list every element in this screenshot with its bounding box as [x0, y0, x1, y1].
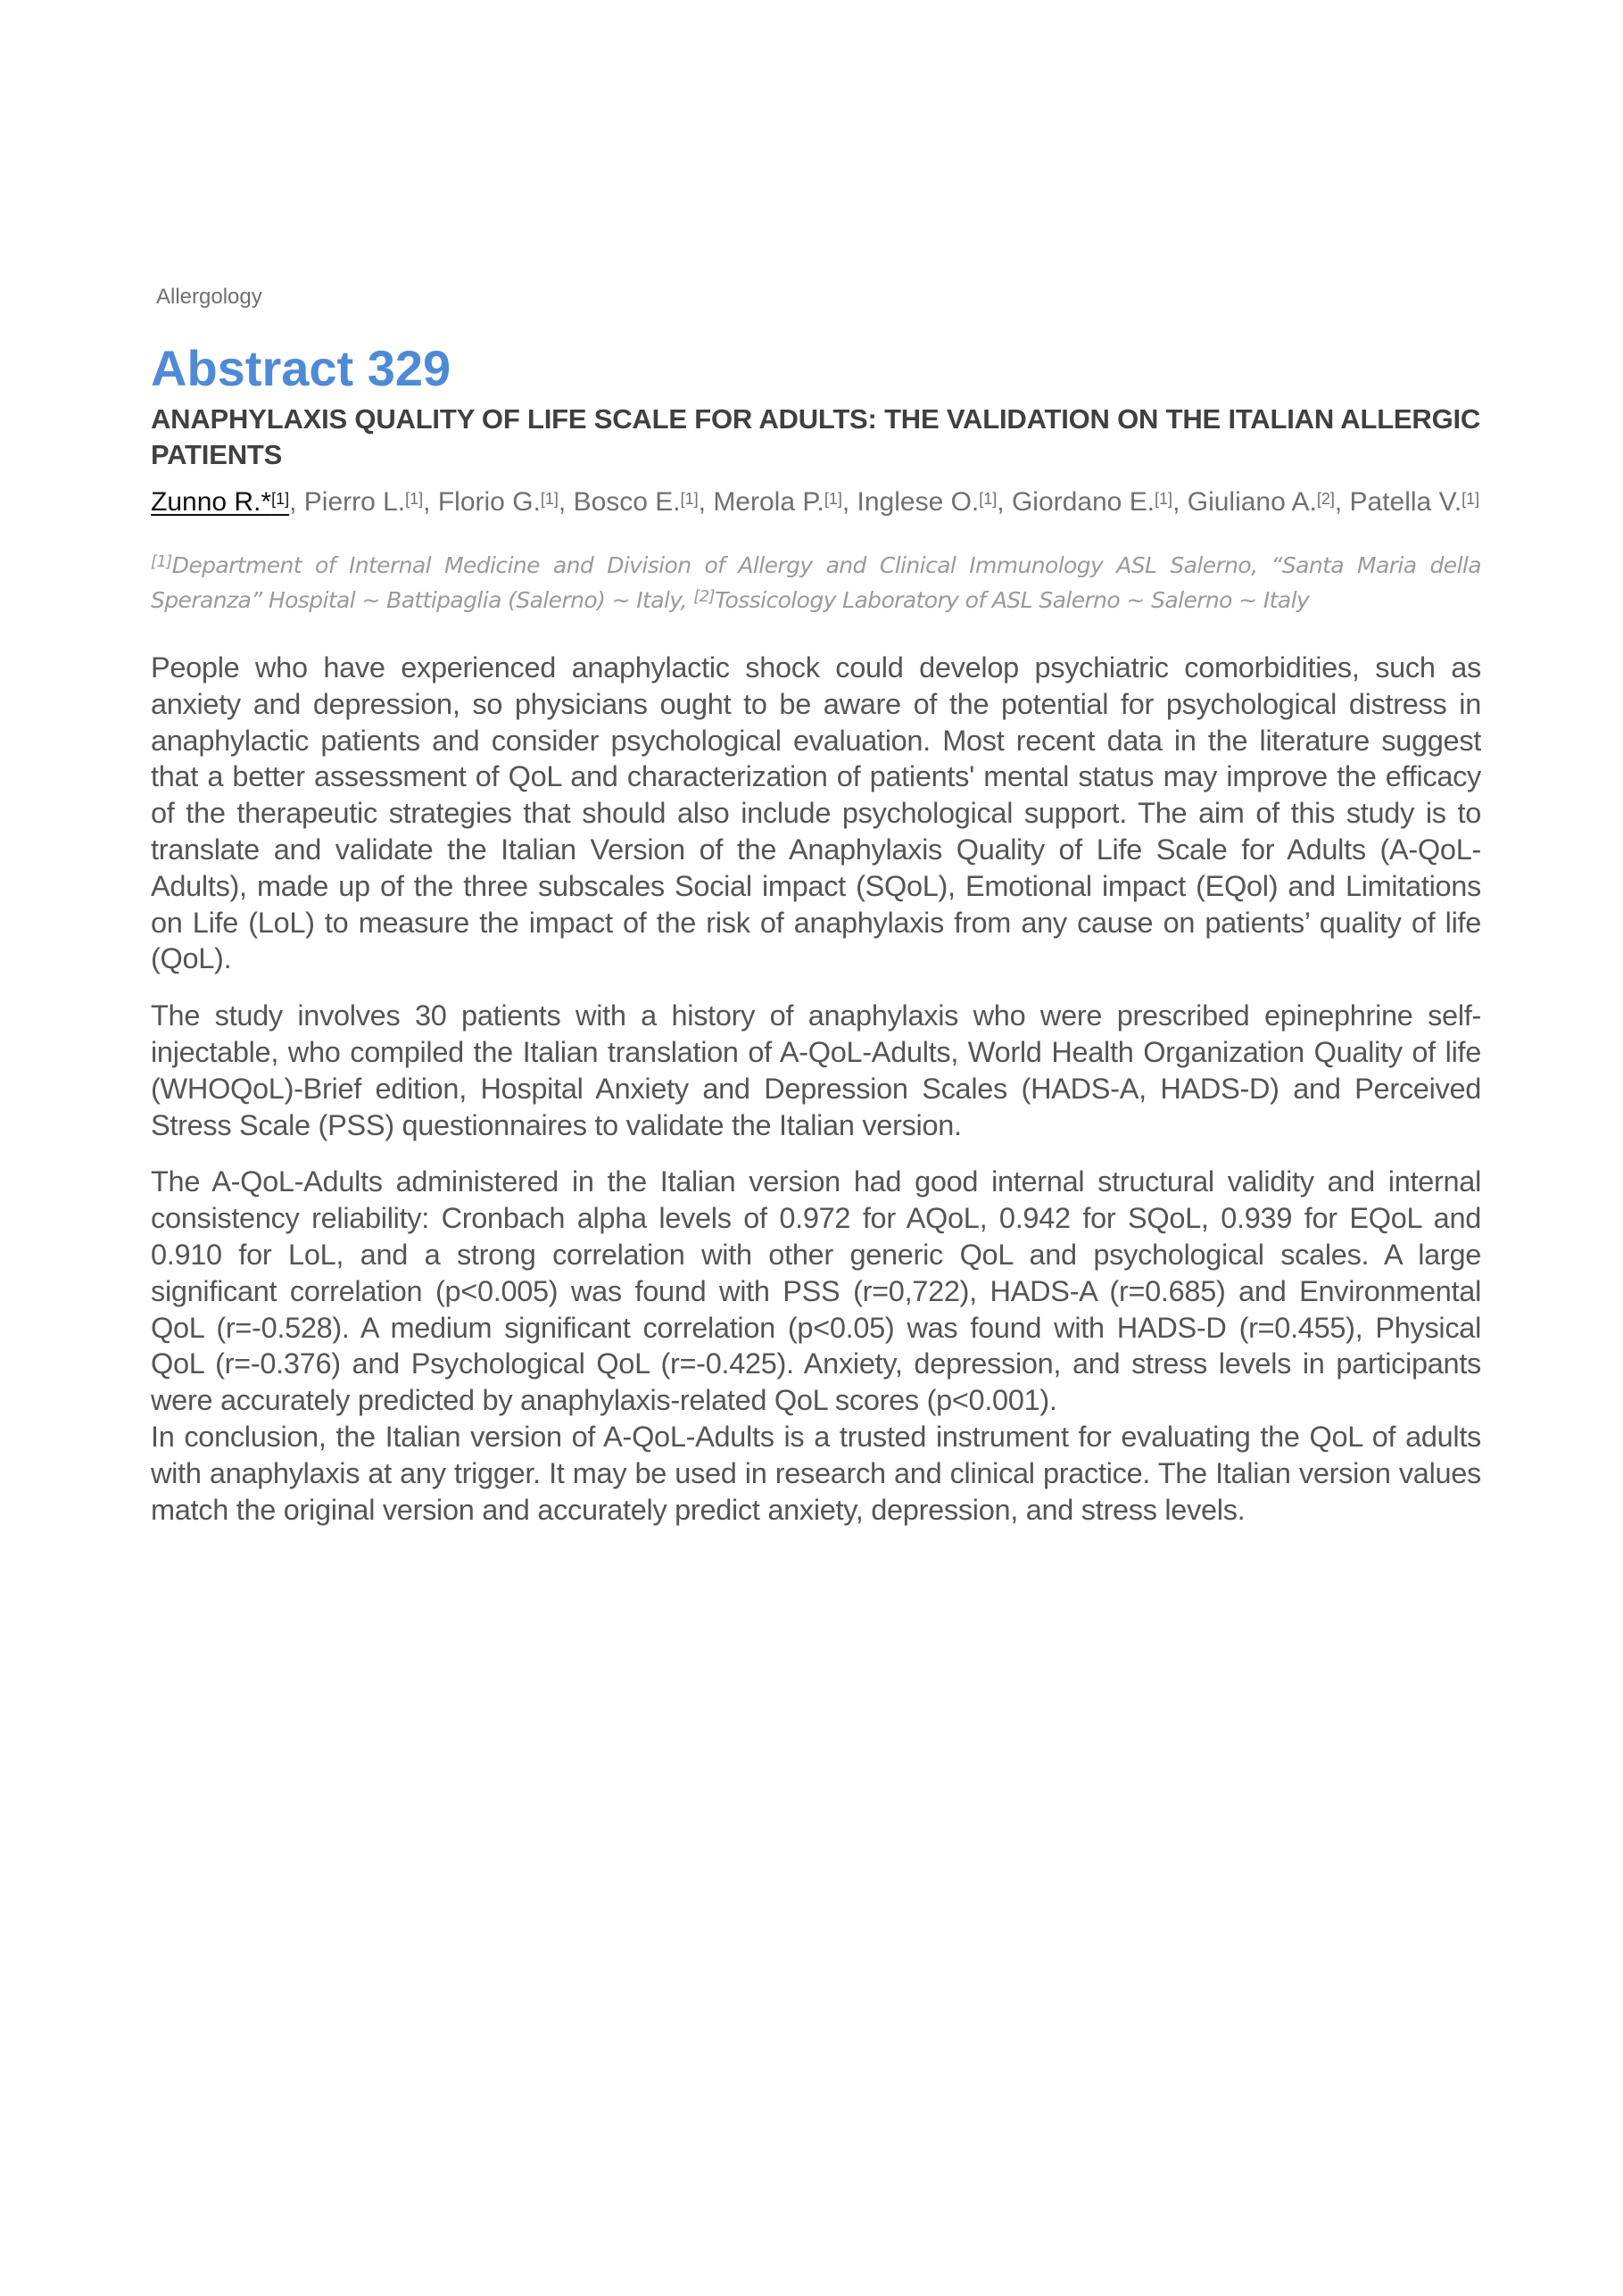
- author-affiliation-marker: [1]: [680, 490, 699, 508]
- author: [1012, 487, 1172, 517]
- author-name: Merola P.: [713, 487, 824, 517]
- paragraph-results: The A-QoL-Adults administered in the Italian version had good internal structural validity and internal consistency reliability: Cronbach alpha levels of 0.972 for AQoL, 0.942 for SQoL, 0.939 for EQoL and 0.910 for LoL, and a strong correlation with other generic QoL and psychological scales. A large significant correlation (p<0.005) was found with PSS (r=0,722), HADS-A (r=0.685) and Environmental QoL (r=-0.528). A medium significant correlation (p<0.05) was found with HADS-D (r=0.455), Physical QoL (r=-0.376) and Psychological QoL (r=-0.425). Anxiety, depression, and stress levels in participants were accurately predicted by anaphylaxis-related QoL scores (p<0.001).: [151, 1165, 1481, 1417]
- abstract-number-heading: Abstract 329: [151, 340, 451, 396]
- author-name: Patella V.: [1349, 487, 1462, 517]
- author-affiliation-marker: [1]: [824, 490, 842, 508]
- author-name: Zunno R.*: [151, 487, 272, 517]
- author: [1188, 487, 1335, 517]
- author-name: Inglese O.: [857, 487, 980, 517]
- abstract-title: ANAPHYLAXIS QUALITY OF LIFE SCALE FOR ADULTS: THE VALIDATION ON THE ITALIAN ALLERGIC PATIENTS: [151, 403, 1481, 470]
- author-list: Zunno R.*[1], Pierro L.[1], Florio G.[1], Bosco E.[1], Merola P.[1], Inglese O.[1], Giordano E.[1], Giuliano A.[2], Patella V.[1]: [151, 487, 1480, 517]
- affiliation-marker: [1]: [151, 552, 172, 571]
- author: [857, 487, 998, 517]
- author: [713, 487, 842, 517]
- author-name: Florio G.: [437, 487, 541, 517]
- author-name: Bosco E.: [573, 487, 681, 517]
- affiliation-text: Department of Internal Medicine and Division of Allergy and Clinical Immunology ASL Salerno, “Santa Maria della Speranza” Hospital ~ Battipaglia (Salerno) ~ Italy,: [151, 552, 1481, 613]
- author: [304, 487, 423, 517]
- author-affiliation-marker: [1]: [405, 490, 424, 508]
- abstract-page: [151, 284, 1481, 1548]
- author-affiliation-marker: [2]: [1316, 490, 1335, 508]
- author-affiliation-marker: [1]: [540, 490, 559, 508]
- author: [438, 487, 559, 517]
- author-affiliation-marker: [1]: [1462, 490, 1480, 508]
- abstract-body: [151, 650, 1481, 1528]
- author: [574, 487, 699, 517]
- author-affiliation-marker: [1]: [979, 490, 998, 508]
- category-label: Allergology: [156, 285, 262, 309]
- author-name: Pierro L.: [303, 487, 406, 517]
- affiliation-marker: [2]: [693, 587, 715, 606]
- affiliations: [151, 548, 1481, 618]
- author-affiliation-marker: [1]: [271, 490, 290, 508]
- paragraph-methods: The study involves 30 patients with a history of anaphylaxis who were prescribed epinephrine self-injectable, who compiled the Italian translation of A-QoL-Adults, World Health Organization Quality of life (WHOQoL)-Brief edition, Hospital Anxiety and Depression Scales (HADS-A, HADS-D) and Perceived Stress Scale (PSS) questionnaires to validate the Italian version.: [151, 999, 1481, 1141]
- paragraph-background: People who have experienced anaphylactic shock could develop psychiatric comorbidities, such as anxiety and depression, so physicians ought to be aware of the potential for psychological distress in anaphylactic patients and consider psychological evaluation. Most recent data in the literature suggest that a better assessment of QoL and characterization of patients' mental status may improve the efficacy of the therapeutic strategies that should also include psychological support. The aim of this study is to translate and validate the Italian Version of the Anaphylaxis Quality of Life Scale for Adults (A-QoL-Adults), made up of the three subscales Social impact (SQoL), Emotional impact (EQol) and Limitations on Life (LoL) to measure the impact of the risk of anaphylaxis from any cause on patients’ quality of life (QoL).: [151, 651, 1481, 975]
- paragraph-conclusion: In conclusion, the Italian version of A-QoL-Adults is a trusted instrument for evaluating the QoL of adults with anaphylaxis at any trigger. It may be used in research and clinical practice. The Italian version values match the original version and accurately predict anxiety, depression, and stress levels.: [151, 1420, 1481, 1526]
- affiliation-text: Tossicology Laboratory of ASL Salerno ~ Salerno ~ Italy: [714, 587, 1310, 613]
- author-affiliation-marker: [1]: [1155, 490, 1173, 508]
- author-name: Giuliano A.: [1187, 487, 1317, 517]
- author: [1350, 487, 1480, 517]
- author-presenter: [151, 487, 289, 517]
- author-name: Giordano E.: [1011, 487, 1155, 517]
